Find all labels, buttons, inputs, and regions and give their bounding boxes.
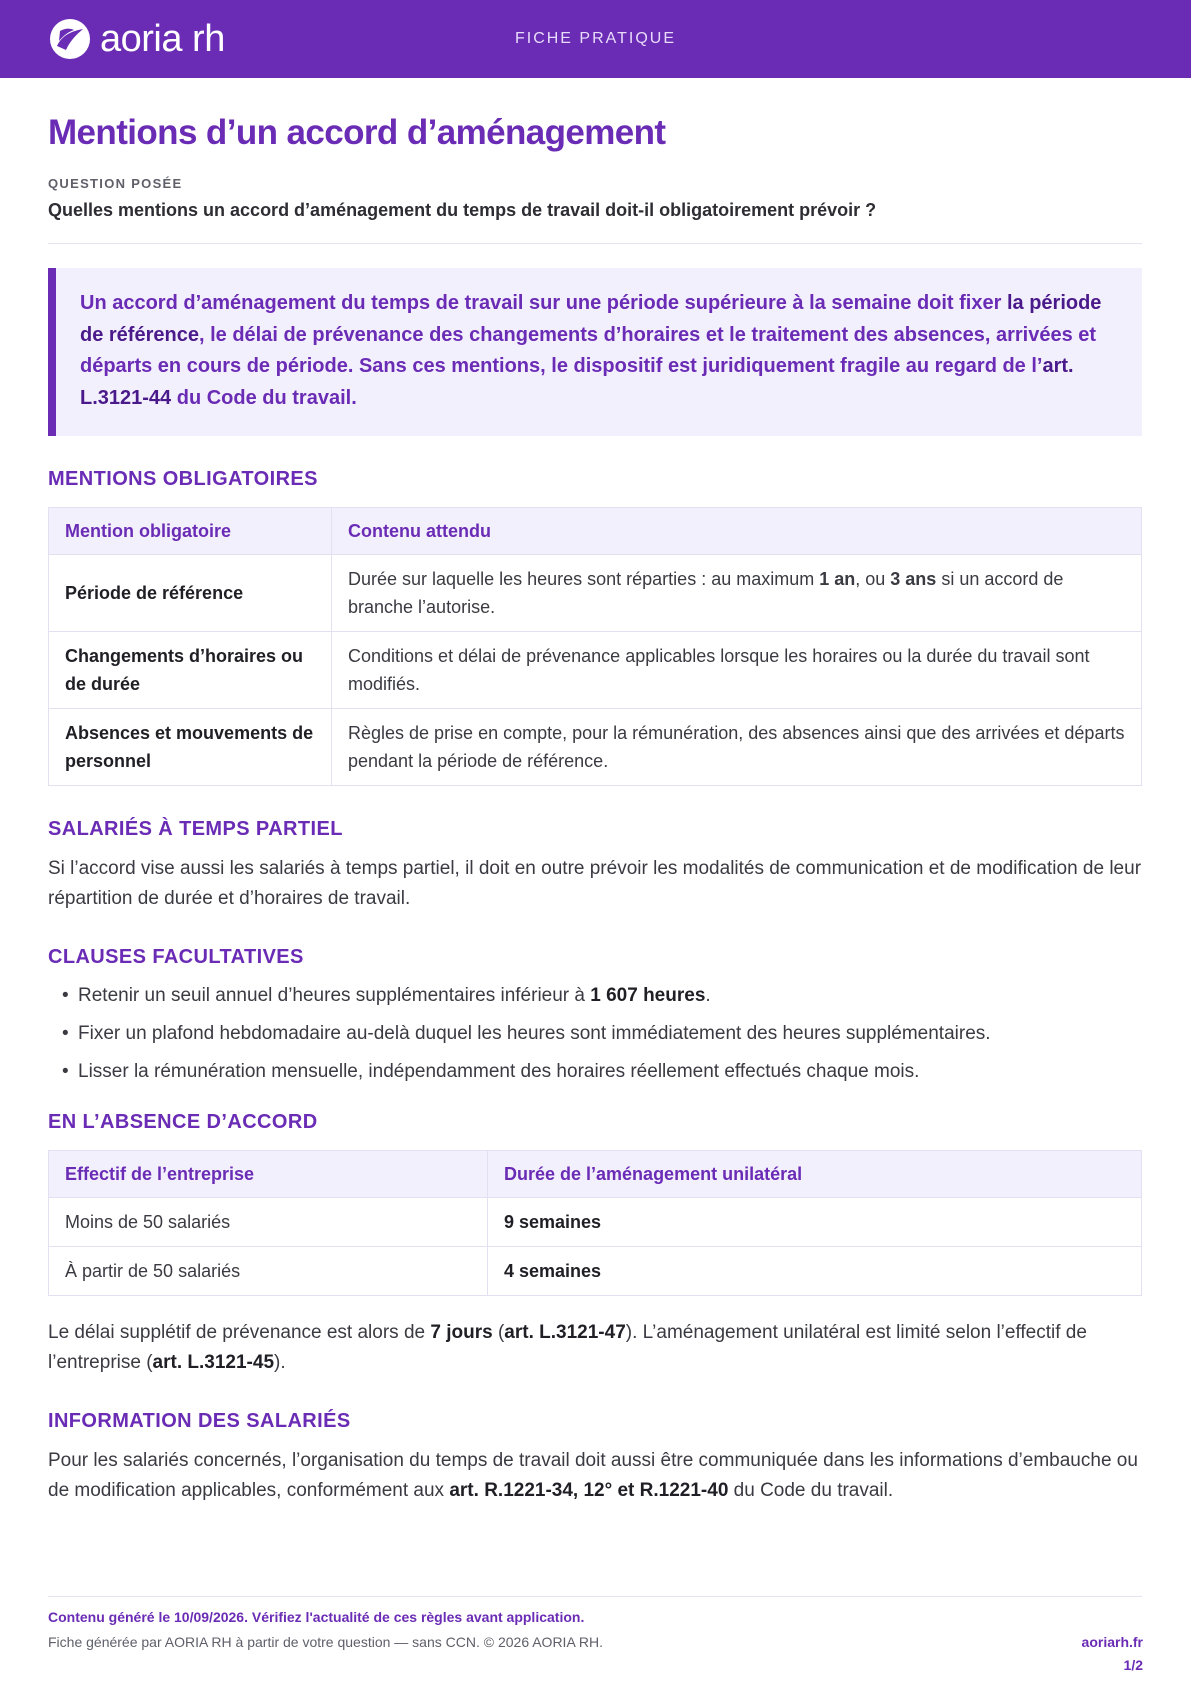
partiel-paragraph: Si l’accord vise aussi les salariés à temps partiel, il doit en outre prévoir les modalités de communication et de modification de leur répartition de durée et d’horaires de travail. (48, 858, 1142, 909)
section-heading-clauses: CLAUSES FACULTATIVES (48, 946, 304, 968)
table-cell (332, 555, 1142, 632)
column-header: Durée de l’aménagement unilatéral (488, 1151, 1142, 1198)
list-item: • Lisser la rémunération mensuelle, indépendamment des horaires réellement effectués chaque mois. (48, 1059, 1142, 1085)
page-header (0, 0, 1191, 78)
footer-divider (48, 1596, 1142, 1597)
table-cell-label: Changements d’horaires ou de durée (49, 632, 332, 709)
absence-paragraph (48, 1318, 1142, 1378)
table-cell-label: Période de référence (49, 555, 332, 632)
table-row (49, 555, 1142, 632)
document-type-label: FICHE PRATIQUE (514, 30, 677, 47)
table-cell-label: Absences et mouvements de personnel (49, 709, 332, 786)
column-header: Contenu attendu (332, 508, 1142, 555)
paragraph-text: ). L’aménagement unilatéral est limité selon l’effectif de l’entreprise ( (48, 1322, 1087, 1373)
cell-emphasis: 3 ans (890, 569, 937, 589)
summary-callout (48, 268, 1142, 436)
callout-article-ref: art. L.3121-44 (80, 355, 1074, 409)
list-item-text: Retenir un seuil annuel d’heures supplémentaires inférieur à (78, 985, 591, 1006)
table-header-row (49, 1151, 1142, 1198)
page-title: Mentions d’un accord d’aménagement (48, 113, 666, 152)
information-paragraph (48, 1446, 1142, 1506)
list-item-text: . (705, 985, 711, 1006)
section-heading-information: INFORMATION DES SALARIÉS (48, 1410, 351, 1432)
paragraph-text: ). (274, 1352, 286, 1373)
cell-emphasis: 1 an (819, 569, 856, 589)
table-cell: Règles de prise en compte, pour la rémunération, des absences ainsi que des arrivées et départs pendant la période de référence. (332, 709, 1142, 786)
table-cell: 4 semaines (488, 1247, 1142, 1296)
section-heading-absence: EN L’ABSENCE D’ACCORD (48, 1111, 318, 1133)
table-cell: 9 semaines (488, 1198, 1142, 1247)
cell-text: Durée sur laquelle les heures sont réparties : au maximum (348, 569, 820, 589)
paragraph-emphasis: 7 jours (430, 1322, 493, 1343)
footer-generated-by: Fiche générée par AORIA RH à partir de votre question — sans CCN. © 2026 AORIA RH. (48, 1634, 604, 1650)
table-row (49, 1198, 1142, 1247)
table-header-row (49, 508, 1142, 555)
callout-text: du Code du travail. (171, 386, 357, 409)
column-header: Effectif de l’entreprise (49, 1151, 488, 1198)
section-heading-partiel: SALARIÉS À TEMPS PARTIEL (48, 818, 343, 840)
callout-text: Un accord d’aménagement du temps de travail sur une période supérieure à la semaine doit fixer (80, 292, 1007, 314)
paragraph-text: Pour les salariés concernés, l’organisation du temps de travail doit aussi être communiquée dans les informations d’embauche ou de modification applicables, conformément aux (48, 1450, 1138, 1501)
paragraph-text: du Code du travail. (728, 1480, 894, 1501)
list-item (48, 983, 1142, 1009)
section-heading-mentions: MENTIONS OBLIGATOIRES (48, 468, 318, 490)
footer-site-link[interactable]: aoriarh.fr (1081, 1634, 1143, 1650)
cell-text: , ou (855, 569, 891, 589)
footer-disclaimer: Contenu généré le 10/09/2026. Vérifiez l'actualité de ces règles avant application. (48, 1609, 585, 1625)
question-label: QUESTION POSÉE (48, 176, 183, 191)
article-reference: art. R.1221-34, 12° et R.1221-40 (449, 1480, 729, 1501)
question-text: Quelles mentions un accord d’aménagement du temps de travail doit-il obligatoirement prévoir ? (48, 200, 877, 220)
list-item: • Fixer un plafond hebdomadaire au-delà duquel les heures sont immédiatement des heures supplémentaires. (48, 1021, 1142, 1047)
table-row (49, 1247, 1142, 1296)
page-number: 1/2 (1123, 1657, 1143, 1673)
table-row (49, 632, 1142, 709)
divider (48, 243, 1142, 244)
table-cell: À partir de 50 salariés (49, 1247, 488, 1296)
callout-emphasis: la période de référence (80, 292, 1102, 346)
column-header: Mention obligatoire (49, 508, 332, 555)
table-cell: Conditions et délai de prévenance applicables lorsque les horaires ou la durée du travail sont modifiés. (332, 632, 1142, 709)
paragraph-text: Le délai supplétif de prévenance est alors de (48, 1322, 431, 1343)
absence-table (48, 1150, 1142, 1296)
paragraph-text: ( (492, 1322, 505, 1343)
mentions-table (48, 507, 1142, 786)
list-item-emphasis: 1 607 heures (590, 985, 706, 1006)
main-content (48, 112, 1142, 1506)
article-reference: art. L.3121-47 (504, 1322, 626, 1343)
logo-text: aoria rh (100, 18, 225, 60)
article-reference: art. L.3121-45 (152, 1352, 275, 1373)
cell-text: si un accord de branche l’autorise. (348, 569, 1064, 617)
clauses-list (48, 983, 1142, 1085)
table-cell: Moins de 50 salariés (49, 1198, 488, 1247)
callout-text: , le délai de prévenance des changements d’horaires et le traitement des absences, arrivées et départs en cours de période. Sans ces mentions, le dispositif est juridiquement fragile au regard de l’ (80, 323, 1097, 377)
table-row (49, 709, 1142, 786)
